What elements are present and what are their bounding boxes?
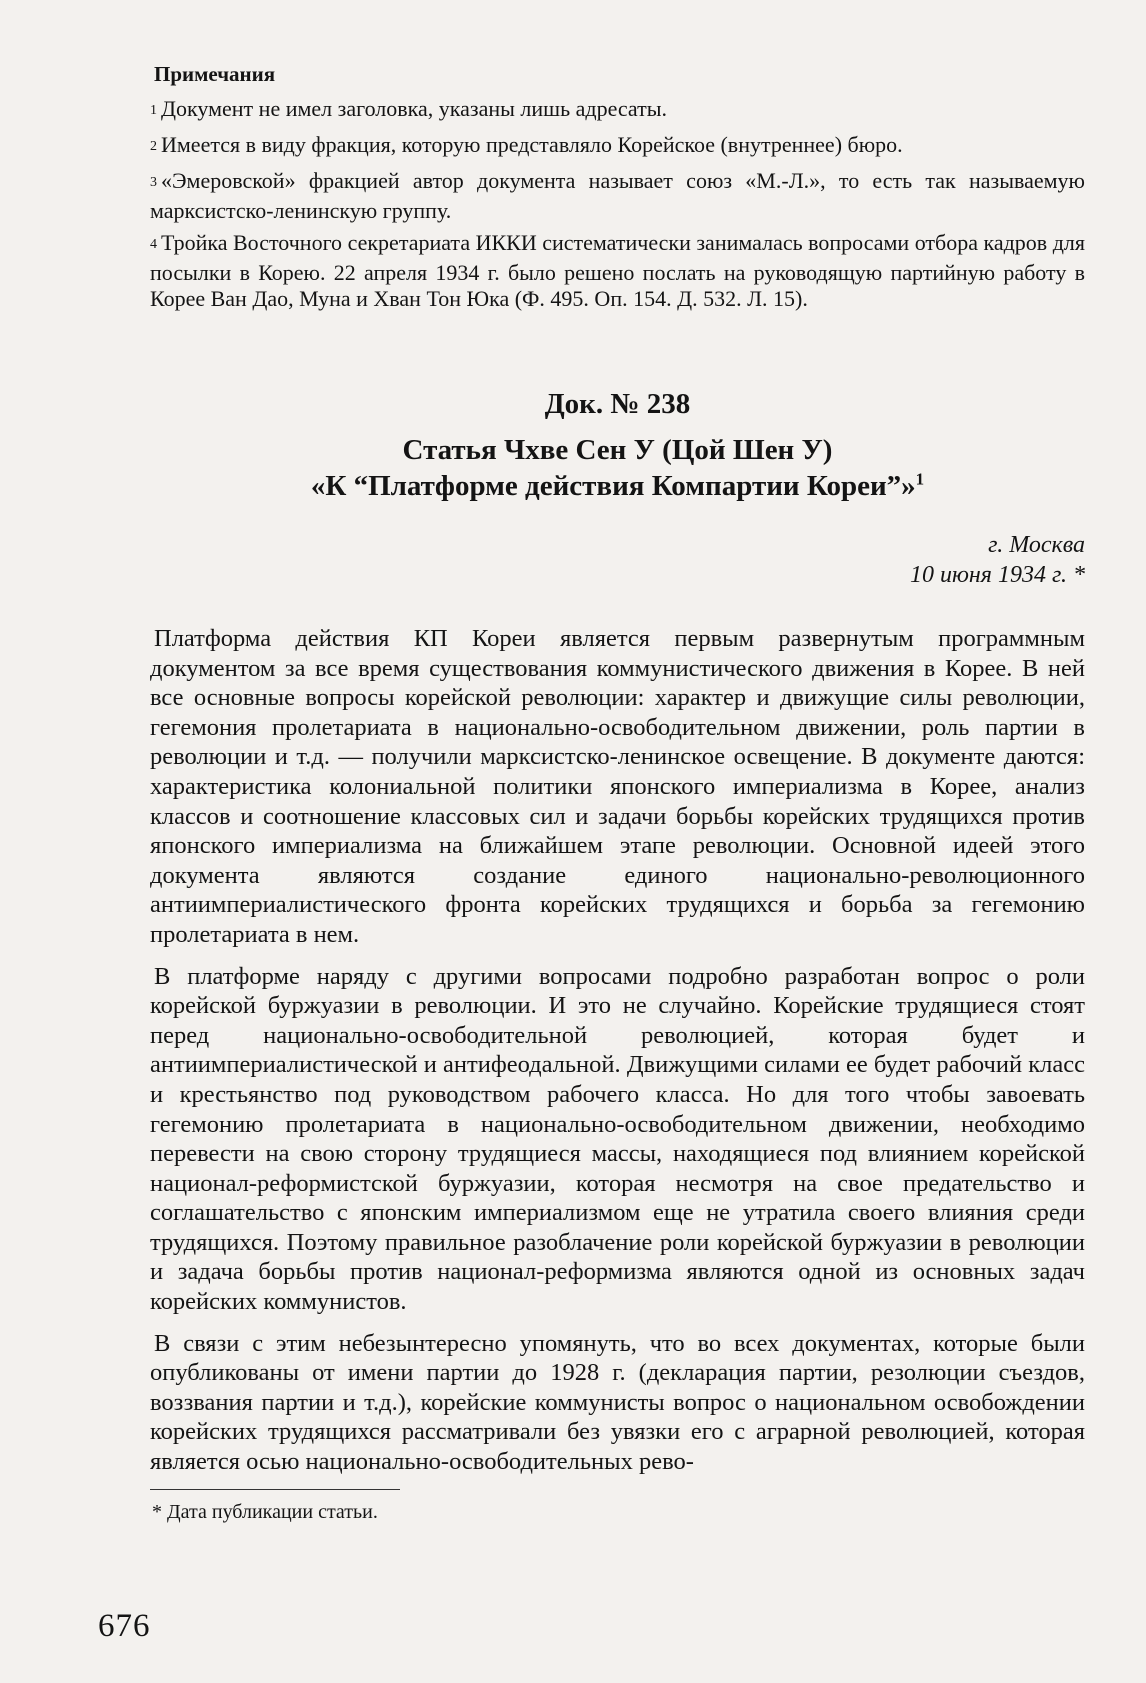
note-item	[150, 132, 1085, 162]
paragraph: В платформе наряду с другими вопросами подробно разработан вопрос о роли корейской буржуазии в революции. И это не случайно. Корейские трудящиеся стоят перед национально-освободительной революцией, которая будет и антиимпериалистической и антифеодальной. Движущими силами ее будет рабочий класс и крестьянство под руководством рабочего класса. Но для того чтобы завоевать гегемонию пролетариата в национально-освободительном движении, необходимо перевести на свою сторону трудящиеся массы, находящиеся под влиянием корейской национал-реформистской буржуазии, которая несмотря на свое предательство и соглашательство с японским империализмом еще не утратила своего влияния среди трудящихся. Поэтому правильное разоблачение роли корейской буржуазии в революции и задача борьбы против национал-реформизма являются одной из основных задач корейских коммунистов.	[150, 962, 1085, 1316]
note-item	[150, 96, 1085, 126]
note-text: «Эмеровской» фракцией автор документа называет союз «М.-Л.», то есть так называемую марксистско-ленинскую группу.	[150, 168, 1085, 223]
paragraph: Платформа действия КП Кореи является первым развернутым программным документом за все время существования коммунистического движения в Корее. В ней все основные вопросы корейской революции: характер и движущие силы революции, гегемония пролетариата в национально-освободительном движении, роль партии в революции и т.д. — получили марксистско-ленинское освещение. В документе даются: характеристика колониальной политики японского империализма в Корее, анализ классов и соотношение классовых сил и задачи борьбы корейских трудящихся против японского империализма на ближайшем этапе революции. Основной идеей этого документа являются создание единого национально-революционного антиимпериалистического фронта корейских трудящихся и борьба за гегемонию пролетариата в нем.	[150, 625, 1085, 948]
note-item	[150, 168, 1085, 224]
article-body	[150, 624, 1085, 1477]
paragraph: В связи с этим небезынтересно упомянуть, что во всех документах, которые были опубликованы от имени партии до 1928 г. (декларация партии, резолюции съездов, воззвания партии и т.д.), корейские коммунисты вопрос о национальном освобождении корейских трудящихся рассматривали без увязки его с аграрной революцией, которая является осью национально-освободительных рево-	[150, 1329, 1085, 1476]
title-footnote-marker: 1	[915, 469, 925, 489]
note-text: Тройка Восточного секретариата ИККИ систематически занималась вопросами отбора кадров для посылки в Корею. 22 апреля 1934 г. было решено послать на руководящую партийную работу в Корее Ван Дао, Муна и Хван Тон Юка (Ф. 495. Оп. 154. Д. 532. Л. 15).	[150, 230, 1085, 311]
note-number: 3	[150, 175, 157, 190]
document-title-text: «К “Платформе действия Компартии Кореи”»	[310, 470, 916, 502]
note-number: 4	[150, 237, 157, 252]
document-title-line-1: Статья Чхве Сен У (Цой Шен У)	[402, 434, 833, 466]
document-date: 10 июня 1934 г. *	[909, 562, 1085, 588]
document-place: г. Москва	[988, 532, 1085, 558]
note-text: Имеется в виду фракция, которую представляло Корейское (внутреннее) бюро.	[161, 132, 903, 157]
notes-list	[150, 96, 1085, 312]
footnote-divider	[150, 1489, 400, 1490]
note-number: 1	[150, 103, 157, 118]
notes-heading: Примечания	[154, 62, 276, 86]
page-number: 676	[98, 1608, 151, 1644]
note-number: 2	[150, 139, 157, 154]
page-content	[150, 62, 1085, 1524]
document-title-line-2	[150, 468, 1085, 504]
document-number: Док. № 238	[544, 388, 691, 420]
footnote: * Дата публикации статьи.	[152, 1500, 378, 1523]
note-item	[150, 230, 1085, 312]
note-text: Документ не имел заголовка, указаны лишь адресаты.	[161, 96, 668, 121]
